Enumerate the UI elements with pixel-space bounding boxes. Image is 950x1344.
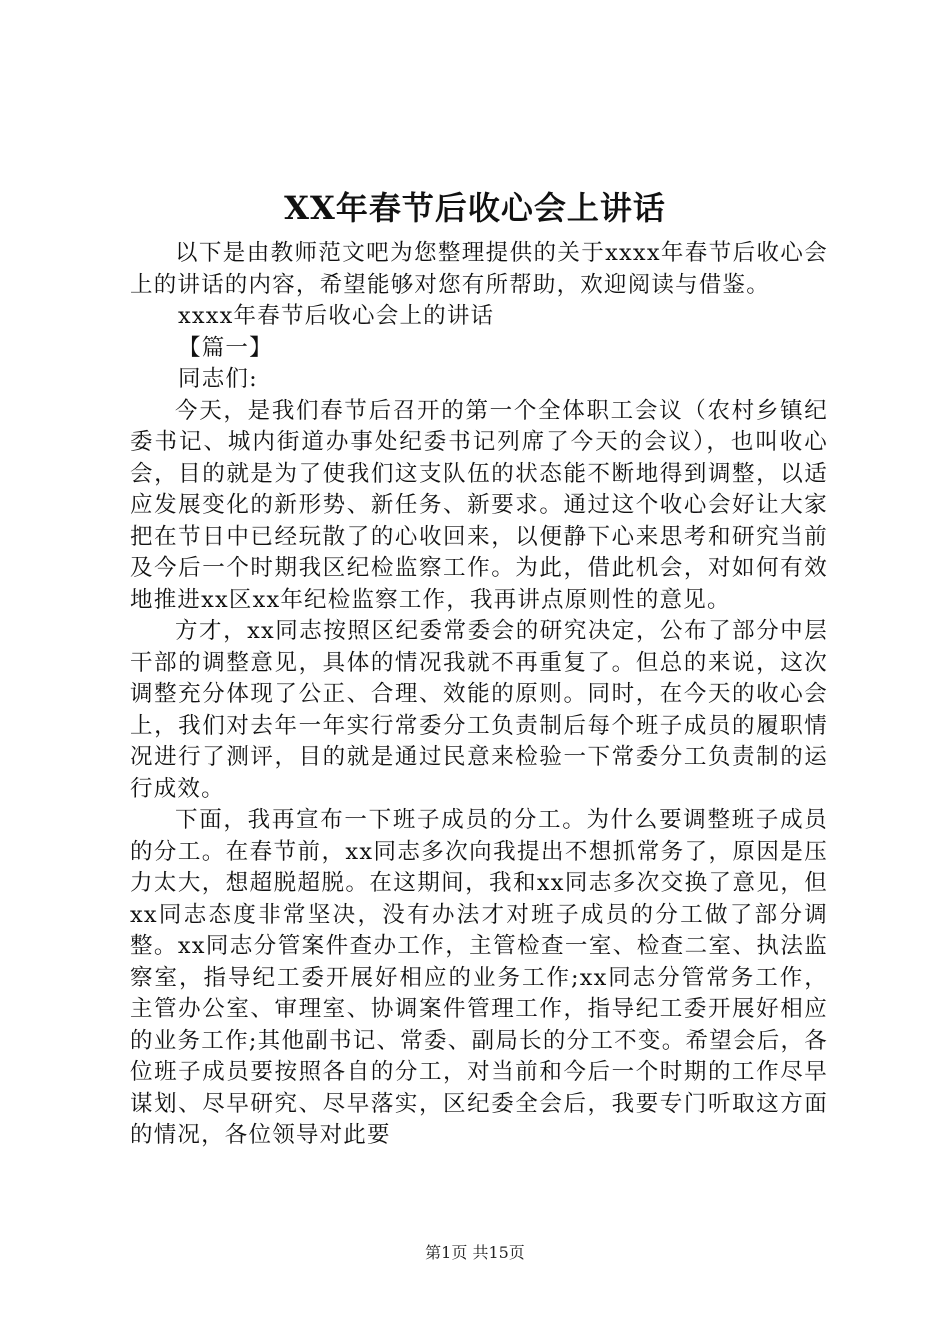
salutation: 同志们: (178, 366, 258, 392)
body-paragraph: 下面，我再宣布一下班子成员的分工。为什么要调整班子成员的分工。在春节前，xx同志多次向我提出不想抓常务了，原因是压力太大，想超脱超脱。在这期间，我和xx同志多次交换了意见，但xx同志态度非常坚决，没有办法才对班子成员的分工做了部分调整。xx同志分管案件查办工作，主管检查一室、检查二室、执法监察室，指导纪工委开展好相应的业务工作;xx同志分管常务工作，主管办公室、审理室、协调案件管理工作，指导纪工委开展好相应的业务工作;其他副书记、常委、副局长的分工不变。希望会后，各位班子成员要按照各自的分工，对当前和今后一个时期的工作尽早谋划、尽早研究、尽早落实，区纪委全会后，我要专门听取这方面的情况，各位领导对此要 (130, 807, 828, 1148)
section-heading: 【篇一】 (178, 334, 273, 361)
document-title: XX年春节后收心会上讲话 (284, 189, 666, 227)
page-footer (0, 1242, 950, 1264)
intro-paragraph: 以下是由教师范文吧为您整理提供的关于xxxx年春节后收心会上的讲话的内容，希望能够对您有所帮助，欢迎阅读与借鉴。 (130, 240, 828, 298)
body-paragraph: 今天，是我们春节后召开的第一个全体职工会议（农村乡镇纪委书记、城内街道办事处纪委书记列席了今天的会议），也叫收心会，目的就是为了使我们这支队伍的状态能不断地得到调整，以适应发展变化的新形势、新任务、新要求。通过这个收心会好让大家把在节日中已经玩散了的心收回来，以便静下心来思考和研究当前及今后一个时期我区纪检监察工作。为此，借此机会，对如何有效地推进xx区xx年纪检监察工作，我再讲点原则性的意见。 (130, 397, 828, 613)
page-number-label: 第1页 共15页 (425, 1243, 525, 1262)
body-paragraph: 方才，xx同志按照区纪委常委会的研究决定，公布了部分中层干部的调整意见，具体的情况我就不再重复了。但总的来说，这次调整充分体现了公正、合理、效能的原则。同时，在今天的收心会上，我们对去年一年实行常委分工负责制后每个班子成员的履职情况进行了测评，目的就是通过民意来检验一下常委分工负责制的运行成效。 (130, 618, 828, 802)
subtitle-line: xxxx年春节后收心会上的讲话 (178, 303, 495, 329)
document-body (130, 238, 828, 1152)
